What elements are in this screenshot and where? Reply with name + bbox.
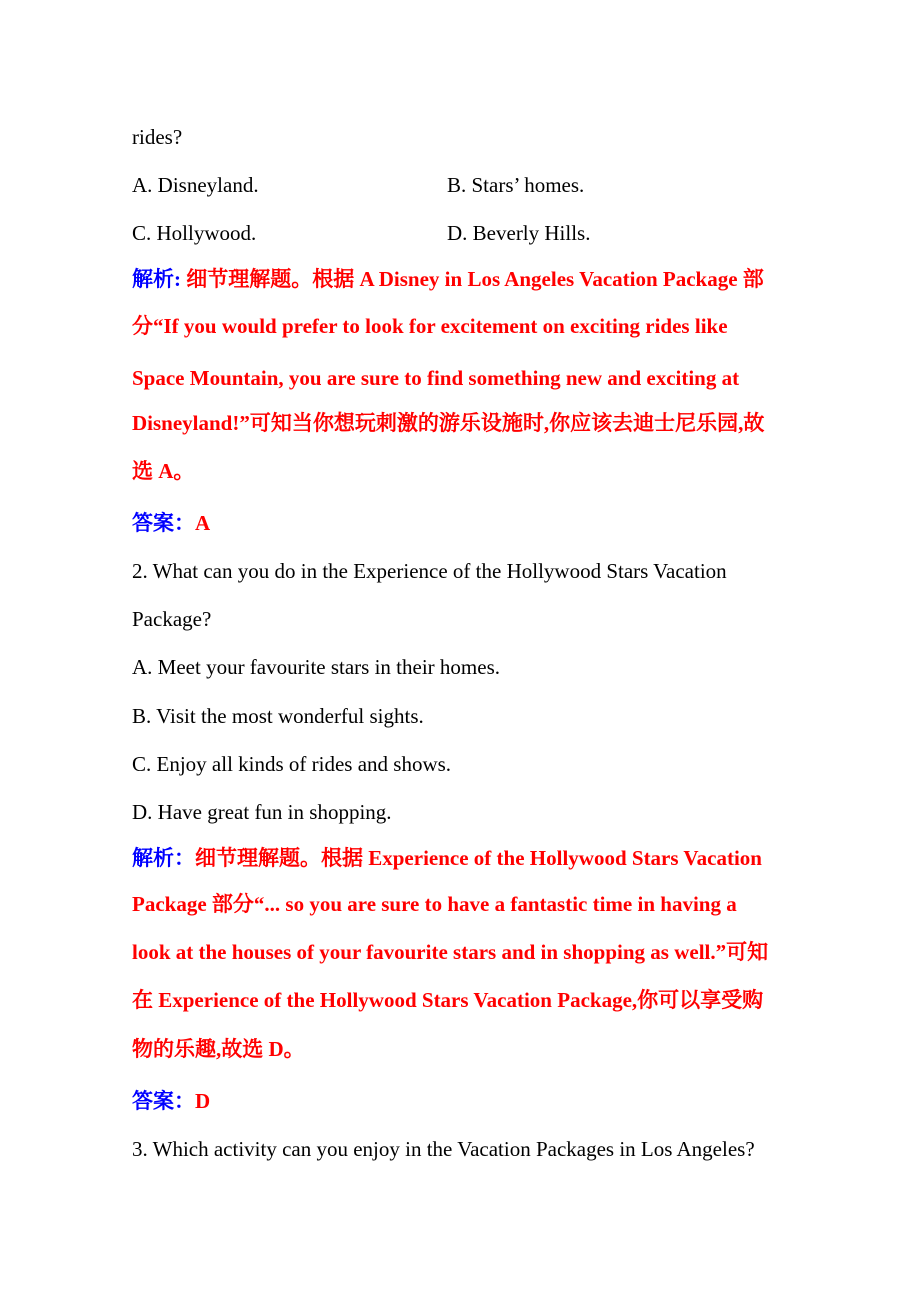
q1-options-row-1 (132, 172, 585, 198)
q2-analysis-line-1: 解析：细节理解题。根据 Experience of the Hollywood Stars Vacation (132, 846, 762, 870)
q2-analysis-line-3: look at the houses of your favourite stars and in shopping as well.”可知 (132, 940, 769, 964)
q1-analysis-label: 解析: (132, 267, 181, 291)
q2-analysis-line-4: 在 Experience of the Hollywood Stars Vacation Package,你可以享受购 (132, 988, 764, 1012)
q1-options-row-2 (132, 220, 591, 246)
q2-stem-line-2: Package? (132, 607, 212, 631)
q1-option-d: D. Beverly Hills. (447, 221, 591, 245)
q2-option-d: D. Have great fun in shopping. (132, 800, 392, 824)
q1-answer (132, 510, 210, 536)
q1-analysis-line-4: Disneyland!”可知当你想玩刺激的游乐设施时,你应该去迪士尼乐园,故 (132, 411, 765, 435)
q1-analysis-line-1: 解析: 细节理解题。根据 A Disney in Los Angeles Vacation Package 部 (132, 267, 764, 291)
q1-analysis-line-2: 分“If you would prefer to look for excitement on exciting rides like (132, 314, 728, 338)
q3-stem: 3. Which activity can you enjoy in the Vacation Packages in Los Angeles? (132, 1137, 755, 1161)
q2-option-b: B. Visit the most wonderful sights. (132, 704, 424, 728)
q2-analysis-line-2: Package 部分“... so you are sure to have a fantastic time in having a (132, 892, 737, 916)
q2-answer (132, 1088, 210, 1114)
q2-option-c: C. Enjoy all kinds of rides and shows. (132, 752, 452, 776)
q1-analysis-line-5: 选 A。 (132, 459, 195, 483)
q2-answer-label: 答案： (132, 1089, 195, 1113)
q1-option-a: A. Disneyland. (132, 173, 259, 197)
q2-option-a: A. Meet your favourite stars in their homes. (132, 655, 500, 679)
q1-option-b: B. Stars’ homes. (447, 173, 585, 197)
q2-stem-line-1: 2. What can you do in the Experience of the Hollywood Stars Vacation (132, 559, 727, 583)
q1-answer-value: A (195, 511, 211, 535)
q2-answer-value: D (195, 1089, 211, 1113)
q1-answer-label: 答案： (132, 511, 195, 535)
q2-analysis-label: 解析： (132, 846, 195, 870)
q1-stem-tail: rides? (132, 125, 183, 149)
q1-option-c: C. Hollywood. (132, 221, 257, 245)
q1-analysis-line-3: Space Mountain, you are sure to find something new and exciting at (132, 366, 740, 390)
q2-analysis-line-5: 物的乐趣,故选 D。 (132, 1037, 305, 1061)
